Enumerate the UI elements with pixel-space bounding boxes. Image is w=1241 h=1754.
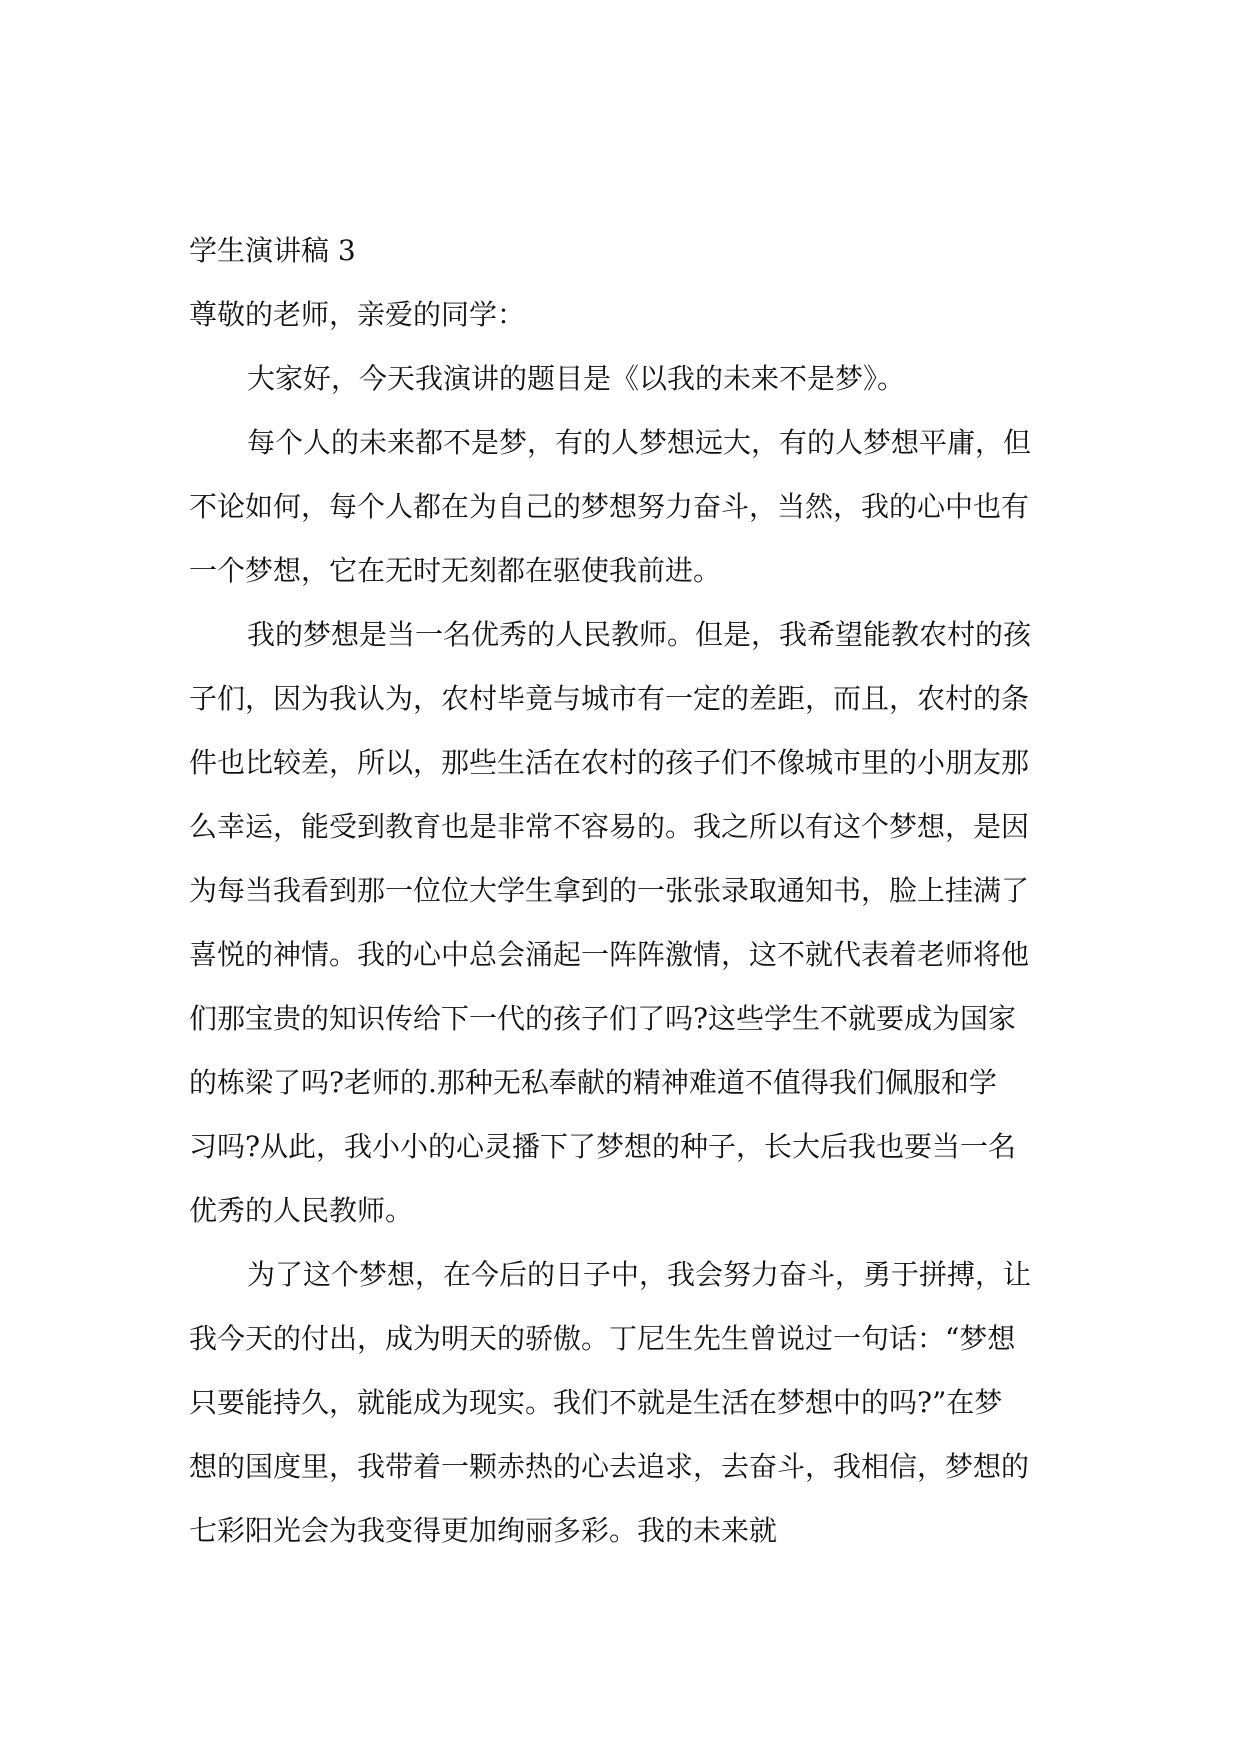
- paragraph-line: 优秀的人民教师。: [189, 1194, 414, 1227]
- paragraph-1: [189, 356, 1055, 420]
- paragraph-2: [189, 420, 1055, 612]
- salutation: 尊敬的老师，亲爱的同学：: [189, 298, 526, 331]
- paragraph-line: 们那宝贵的知识传给下一代的孩子们了吗?这些学生不就要成为国家: [189, 1002, 1017, 1035]
- paragraph-line: 想的国度里，我带着一颗赤热的心去追求，去奋斗，我相信，梦想的: [189, 1450, 1030, 1483]
- paragraph-line: 为了这个梦想，在今后的日子中，我会努力奋斗，勇于拼搏，让: [247, 1258, 1032, 1291]
- paragraph-line: 喜悦的神情。我的心中总会涌起一阵阵激情，这不就代表着老师将他: [189, 938, 1030, 971]
- paragraph-line: 习吗?从此，我小小的心灵播下了梦想的种子，长大后我也要当一名: [189, 1130, 1017, 1163]
- paragraph-line: 为每当我看到那一位位大学生拿到的一张张录取通知书，脸上挂满了: [189, 874, 1030, 907]
- paragraph-line: 不论如何，每个人都在为自己的梦想努力奋斗，当然，我的心中也有: [189, 490, 1030, 523]
- paragraph-line: 的栋梁了吗?老师的.那种无私奉献的精神难道不值得我们佩服和学: [189, 1066, 997, 1099]
- paragraph-4: [189, 1252, 1055, 1572]
- paragraph-line: 我的梦想是当一名优秀的人民教师。但是，我希望能教农村的孩: [247, 618, 1032, 651]
- paragraph-line: 件也比较差，所以，那些生活在农村的孩子们不像城市里的小朋友那: [189, 746, 1030, 779]
- paragraph-3: [189, 612, 1055, 1252]
- paragraph-line: 一个梦想，它在无时无刻都在驱使我前进。: [189, 554, 722, 587]
- paragraph-line: 只要能持久，就能成为现实。我们不就是生活在梦想中的吗?”在梦: [189, 1386, 1003, 1419]
- paragraph-line: 么幸运，能受到教育也是非常不容易的。我之所以有这个梦想，是因: [189, 810, 1030, 843]
- document-title: 学生演讲稿 3: [189, 234, 356, 267]
- paragraph-line: 我今天的付出，成为明天的骄傲。丁尼生先生曾说过一句话：“梦想: [189, 1322, 1016, 1355]
- paragraph-line: 每个人的未来都不是梦，有的人梦想远大，有的人梦想平庸，但: [247, 426, 1032, 459]
- paragraph-line: 子们，因为我认为，农村毕竟与城市有一定的差距，而且，农村的条: [189, 682, 1030, 715]
- paragraph-line: 七彩阳光会为我变得更加绚丽多彩。我的未来就: [189, 1514, 778, 1547]
- paragraph-line: 大家好，今天我演讲的题目是《以我的未来不是梦》。: [247, 362, 906, 395]
- document-body: [189, 228, 1055, 1572]
